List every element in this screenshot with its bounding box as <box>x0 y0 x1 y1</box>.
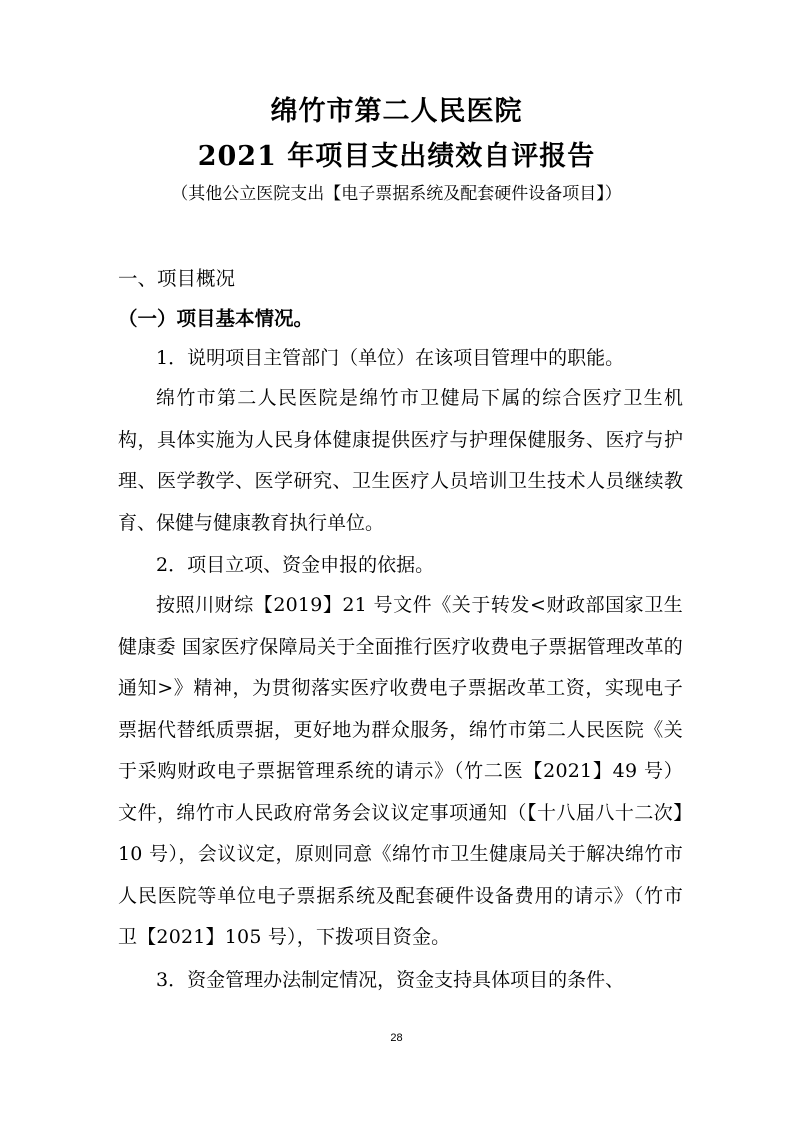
numbered-item-1: 1．说明项目主管部门（单位）在该项目管理中的职能。 <box>156 347 625 369</box>
page-number: 28 <box>390 1032 403 1044</box>
document-title-line2: 2021 年项目支出绩效自评报告 <box>197 141 596 172</box>
section-heading: 一、项目概况 <box>118 267 236 290</box>
paragraph-2: 按照川财综【2019】21 号文件《关于转发<财政部国家卫生健康委 国家医疗保障局关于全面推行医疗收费电子票据管理改革的通知>》精神，为贯彻落实医疗收费电子票据改革工资，实现电子票据代替纸质票据，更好地为群众服务，绵竹市第二人民医院《关于采购财政电子票据管理系统的请示》（竹二医【2021】49 号）文件，绵竹市人民政府常务会议议定事项通知（【十八届八十二次】10 号），会议议定，原则同意《绵竹市卫生健康局关于解决绵竹市人民医院等单位电子票据系统及配套硬件设备费用的请示》（竹市卫【2021】105 号），下拨项目资金。 <box>118 594 683 948</box>
document-subtitle: （其他公立医院支出【电子票据系统及配套硬件设备项目】） <box>171 184 622 204</box>
subsection-heading: （一）项目基本情况。 <box>118 307 314 330</box>
numbered-item-3: 3．资金管理办法制定情况，资金支持具体项目的条件、 <box>156 969 625 991</box>
document-title-line1: 绵竹市第二人民医院 <box>270 96 523 127</box>
paragraph-1: 绵竹市第二人民医院是绵竹市卫健局下属的综合医疗卫生机构，具体实施为人民身体健康提供医疗与护理保健服务、医疗与护理、医学教学、医学研究、卫生医疗人员培训卫生技术人员继续教育、保健与健康教育执行单位。 <box>118 387 683 534</box>
numbered-item-2: 2．项目立项、资金申报的依据。 <box>156 554 435 576</box>
